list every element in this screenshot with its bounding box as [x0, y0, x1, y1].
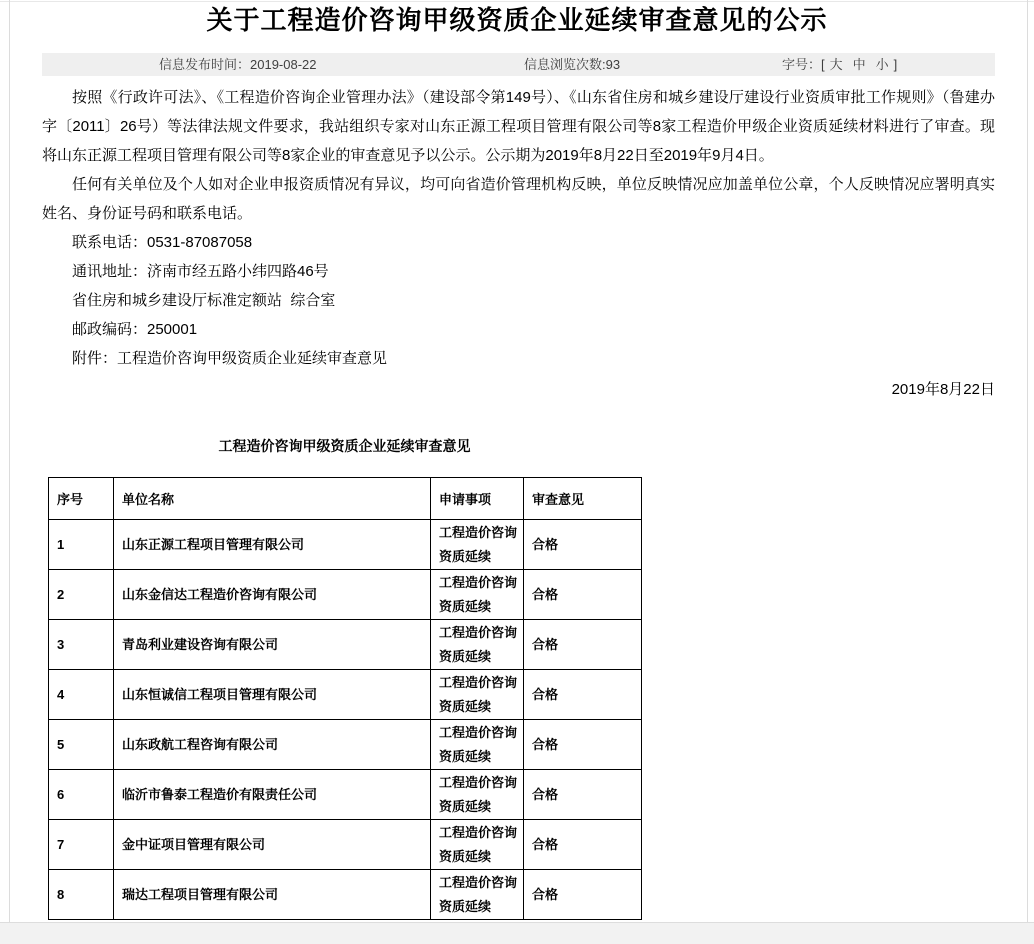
table-row — [49, 870, 642, 920]
cell-serial: 5 — [49, 720, 114, 770]
info-bar — [42, 53, 995, 76]
cell-company: 山东政航工程咨询有限公司 — [114, 720, 431, 770]
view-count: 信息浏览次数:93 — [524, 57, 621, 72]
cell-item: 工程造价咨询资质延续 — [431, 770, 524, 820]
review-table — [48, 477, 642, 920]
table-row — [49, 570, 642, 620]
header-opinion: 审查意见 — [524, 478, 642, 520]
cell-item: 工程造价咨询资质延续 — [431, 570, 524, 620]
font-size-label: 字号：[ — [782, 57, 825, 72]
attachment-line: 附件：工程造价咨询甲级资质企业延续审查意见 — [72, 350, 388, 367]
contact-line-office: 省住房和城乡建设厅标准定额站 综合室 — [72, 292, 336, 309]
cell-serial: 6 — [49, 770, 114, 820]
bottom-scroll-area — [0, 922, 1034, 944]
cell-serial: 3 — [49, 620, 114, 670]
table-row — [49, 720, 642, 770]
font-size-label-close: ] — [893, 57, 898, 72]
cell-opinion: 合格 — [524, 820, 642, 870]
font-size-medium-button[interactable]: 中 — [852, 57, 866, 72]
cell-opinion: 合格 — [524, 620, 642, 670]
cell-item: 工程造价咨询资质延续 — [431, 620, 524, 670]
left-divider — [9, 0, 10, 944]
top-divider — [0, 1, 1034, 2]
table-row — [49, 820, 642, 870]
font-size-large-button[interactable]: 大 — [829, 57, 843, 72]
cell-opinion: 合格 — [524, 670, 642, 720]
contact-line-address: 通讯地址：济南市经五路小纬四路46号 — [72, 263, 329, 280]
header-serial: 序号 — [49, 478, 114, 520]
cell-opinion: 合格 — [524, 520, 642, 570]
table-row — [49, 620, 642, 670]
publish-date: 2019年8月22日 — [891, 381, 995, 398]
cell-item: 工程造价咨询资质延续 — [431, 520, 524, 570]
paragraph-basis: 按照《行政许可法》、《工程造价咨询企业管理办法》（建设部令第149号）、《山东省住房和城乡建设厅建设行业资质审批工作规则》（鲁建办字〔2011〕26号）等法律法规文件要求，我站组织专家对山东正源工程项目管理有限公司等8家工程造价甲级企业资质延续材料进行了审查。现将山东正源工程项目管理有限公司等8家企业的审查意见予以公示。公示期为2019年8月22日至2019年9月4日。 — [42, 89, 995, 164]
header-item: 申请事项 — [431, 478, 524, 520]
cell-company: 山东恒诚信工程项目管理有限公司 — [114, 670, 431, 720]
table-row — [49, 520, 642, 570]
cell-opinion: 合格 — [524, 720, 642, 770]
table-row — [49, 770, 642, 820]
contact-line-phone: 联系电话：0531-87087058 — [72, 234, 253, 251]
header-company: 单位名称 — [114, 478, 431, 520]
paragraph-objection: 任何有关单位及个人如对企业申报资质情况有异议，均可向省造价管理机构反映，单位反映情况应加盖单位公章，个人反映情况应署明真实姓名、身份证号码和联系电话。 — [42, 176, 995, 222]
cell-company: 瑞达工程项目管理有限公司 — [114, 870, 431, 920]
cell-serial: 1 — [49, 520, 114, 570]
cell-serial: 2 — [49, 570, 114, 620]
attachment-section — [48, 437, 641, 920]
cell-opinion: 合格 — [524, 770, 642, 820]
font-size-small-button[interactable]: 小 — [875, 57, 889, 72]
cell-serial: 7 — [49, 820, 114, 870]
cell-serial: 4 — [49, 670, 114, 720]
attachment-table-title: 工程造价咨询甲级资质企业延续审查意见 — [218, 438, 471, 454]
cell-company: 山东金信达工程造价咨询有限公司 — [114, 570, 431, 620]
cell-opinion: 合格 — [524, 870, 642, 920]
cell-item: 工程造价咨询资质延续 — [431, 720, 524, 770]
contact-line-postcode: 邮政编码：250001 — [72, 321, 198, 338]
table-row — [49, 670, 642, 720]
cell-company: 山东正源工程项目管理有限公司 — [114, 520, 431, 570]
article-body — [42, 83, 995, 404]
cell-company: 临沂市鲁泰工程造价有限责任公司 — [114, 770, 431, 820]
cell-item: 工程造价咨询资质延续 — [431, 870, 524, 920]
table-header-row — [49, 478, 642, 520]
cell-company: 金中证项目管理有限公司 — [114, 820, 431, 870]
cell-serial: 8 — [49, 870, 114, 920]
cell-company: 青岛利业建设咨询有限公司 — [114, 620, 431, 670]
right-divider — [1027, 0, 1028, 944]
font-size-control — [782, 53, 897, 76]
page-title: 关于工程造价咨询甲级资质企业延续审查意见的公示 — [206, 5, 828, 35]
cell-item: 工程造价咨询资质延续 — [431, 670, 524, 720]
cell-opinion: 合格 — [524, 570, 642, 620]
publish-time: 信息发布时间：2019-08-22 — [159, 57, 317, 72]
cell-item: 工程造价咨询资质延续 — [431, 820, 524, 870]
